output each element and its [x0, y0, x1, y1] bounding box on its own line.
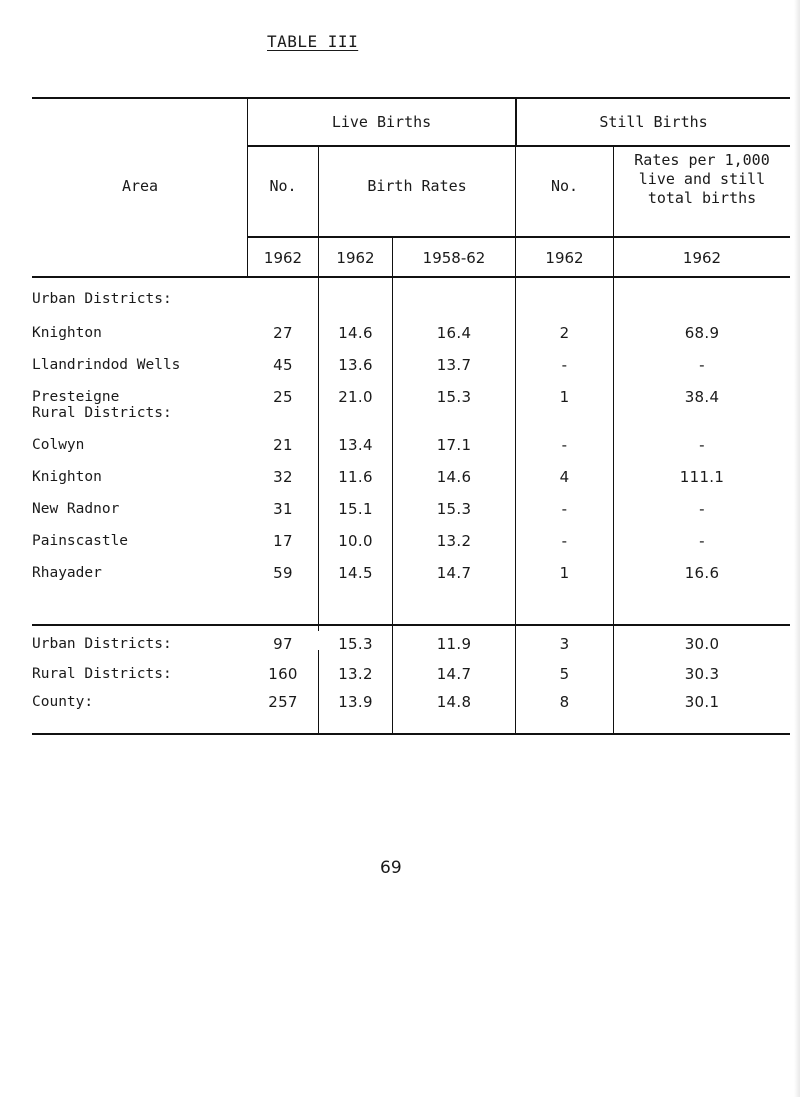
row-births-no: 45 [273, 356, 293, 374]
section-label-urban: Urban Districts: [32, 291, 172, 307]
row-birth-rate-1962: 21.0 [338, 388, 373, 406]
area-header: Area [121, 177, 159, 195]
totals-still-no: 5 [559, 665, 570, 683]
row-births-no: 17 [273, 532, 293, 550]
table-top-border [32, 97, 790, 99]
row-still-rate: - [699, 436, 705, 454]
row-still-rate: 16.6 [684, 564, 720, 582]
totals-area: Urban Districts: [32, 636, 172, 652]
totals-still-no: 8 [559, 693, 570, 711]
totals-divider [32, 624, 790, 626]
row-birth-rate-1962: 13.4 [338, 436, 373, 454]
row-birth-rate-1958-62: 17.1 [436, 436, 472, 454]
row-still-no: 2 [559, 324, 570, 342]
row-still-rate: 111.1 [679, 468, 725, 486]
section-label-rural: Rural Districts: [32, 405, 172, 421]
row-area: Llandrindod Wells [32, 357, 181, 373]
row-still-rate: - [699, 500, 705, 518]
row-still-no: - [561, 356, 568, 374]
row-birth-rate-1958-62: 13.7 [436, 356, 472, 374]
header-bottom-border [32, 276, 790, 278]
totals-area: Rural Districts: [32, 666, 172, 682]
row-births-no: 27 [273, 324, 293, 342]
row-area: New Radnor [32, 501, 120, 517]
row-area: Painscastle [32, 533, 129, 549]
row-births-no: 31 [273, 500, 293, 518]
totals-area: County: [32, 694, 94, 710]
row-birth-rate-1962: 13.6 [338, 356, 373, 374]
header-divider-1 [248, 145, 790, 147]
row-area: Knighton [32, 469, 102, 485]
row-still-no: 4 [559, 468, 570, 486]
row-births-no: 59 [273, 564, 293, 582]
row-birth-rate-1958-62: 14.7 [436, 564, 472, 582]
year-header-still-rate: 1962 [682, 249, 722, 267]
totals-still-rate: 30.1 [684, 693, 720, 711]
live-births-header: Live Births [331, 113, 432, 131]
row-birth-rate-1958-62: 13.2 [436, 532, 472, 550]
row-births-no: 25 [273, 388, 293, 406]
totals-birth-rate-1962: 13.2 [338, 665, 373, 683]
still-births-header: Still Births [599, 113, 708, 131]
row-area: Rhayader [32, 565, 102, 581]
totals-still-no: 3 [559, 635, 570, 653]
row-area: Colwyn [32, 437, 85, 453]
header-divider-2 [248, 236, 790, 238]
row-birth-rate-1962: 10.0 [338, 532, 373, 550]
row-still-no: - [561, 436, 568, 454]
row-area: Presteigne [32, 389, 120, 405]
still-no-header: No. [550, 177, 579, 195]
table-title: TABLE III [267, 32, 359, 51]
row-births-no: 21 [273, 436, 293, 454]
totals-birth-rate-1958-62: 11.9 [436, 635, 472, 653]
row-birth-rate-1958-62: 16.4 [436, 324, 472, 342]
totals-birth-rate-1958-62: 14.7 [436, 665, 472, 683]
row-still-no: 1 [559, 564, 570, 582]
row-still-rate: - [699, 532, 705, 550]
page-edge-shadow [794, 0, 800, 1097]
row-area: Knighton [32, 325, 102, 341]
totals-birth-rate-1962: 15.3 [338, 635, 373, 653]
totals-still-rate: 30.0 [684, 635, 720, 653]
page-number: 69 [380, 858, 402, 878]
no-header: No. [269, 177, 297, 195]
row-still-rate: 68.9 [684, 324, 720, 342]
rates-per-header: Rates per 1,000 live and still total births [634, 151, 770, 207]
totals-still-rate: 30.3 [684, 665, 720, 683]
table-bottom-border [32, 733, 790, 735]
row-still-rate: 38.4 [684, 388, 720, 406]
totals-birth-rate-1958-62: 14.8 [436, 693, 472, 711]
row-birth-rate-1958-62: 14.6 [436, 468, 472, 486]
totals-births-no: 97 [273, 635, 293, 653]
totals-births-no: 257 [268, 693, 298, 711]
row-birth-rate-1962: 15.1 [338, 500, 373, 518]
row-still-no: - [561, 532, 568, 550]
totals-birth-rate-1962: 13.9 [338, 693, 373, 711]
year-header-rate5862: 1958-62 [422, 249, 486, 267]
year-header-no: 1962 [263, 249, 303, 267]
birth-rates-header: Birth Rates [367, 177, 467, 195]
row-birth-rate-1962: 14.5 [338, 564, 373, 582]
row-birth-rate-1962: 14.6 [338, 324, 373, 342]
row-birth-rate-1958-62: 15.3 [436, 388, 472, 406]
row-still-no: - [561, 500, 568, 518]
row-births-no: 32 [273, 468, 293, 486]
year-header-rate62: 1962 [336, 249, 375, 267]
year-header-still-no: 1962 [545, 249, 584, 267]
totals-births-no: 160 [268, 665, 298, 683]
row-still-no: 1 [559, 388, 570, 406]
row-birth-rate-1958-62: 15.3 [436, 500, 472, 518]
row-birth-rate-1962: 11.6 [338, 468, 373, 486]
row-still-rate: - [699, 356, 705, 374]
